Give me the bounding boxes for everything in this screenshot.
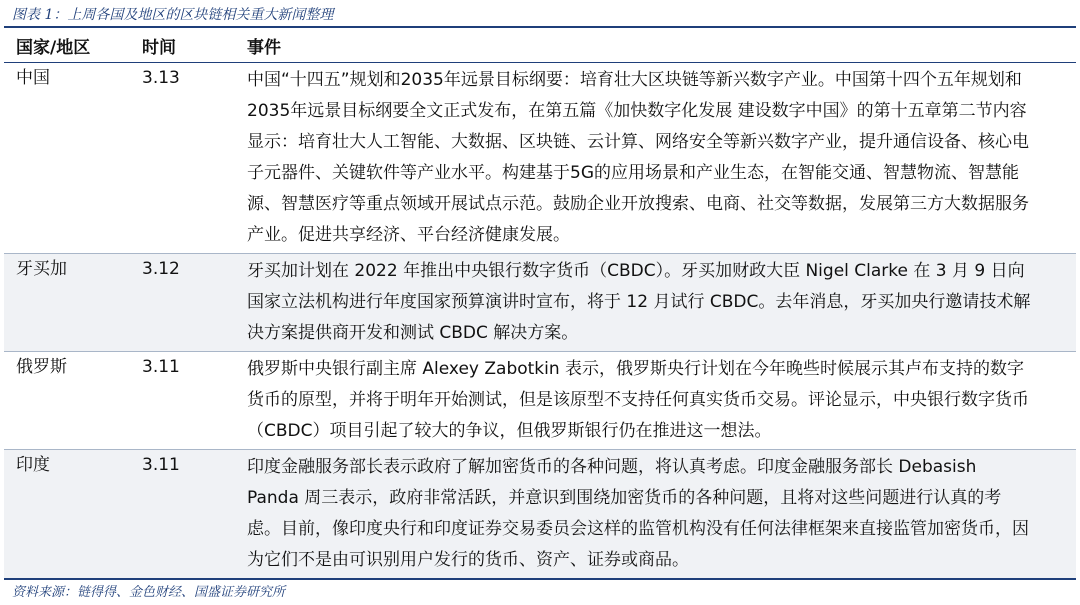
source-note: 资料来源：链得得、金色财经、国盛证券研究所 (12, 585, 286, 600)
header-time: 时间 (142, 37, 176, 58)
table-row (4, 352, 1076, 450)
table-caption: 图表 1：上周各国及地区的区块链相关重大新闻整理 (12, 7, 334, 23)
row-region: 印度 (16, 455, 50, 475)
row-region: 牙买加 (16, 259, 67, 279)
table-row (4, 63, 1076, 254)
row-time: 3.11 (142, 455, 180, 475)
row-time: 3.11 (142, 357, 180, 377)
header-region: 国家/地区 (16, 37, 91, 58)
header-event: 事件 (247, 37, 281, 58)
row-event: 俄罗斯中央银行副主席 Alexey Zabotkin 表示，俄罗斯央行计划在今年晚些时候展示其卢布支持的数字货币的原型，并将于明年开始测试，但是该原型不支持任何真实货币交易。评论显示，中央银行数字货币（CBDC）项目引起了较大的争议，但俄罗斯银行仍在推进这一想法。 (247, 359, 1029, 441)
table-row (4, 254, 1076, 352)
row-region: 中国 (16, 68, 50, 88)
row-time: 3.12 (142, 259, 180, 279)
row-event: 中国“十四五”规划和2035年远景目标纲要：培育壮大区块链等新兴数字产业。中国第十四个五年规划和2035年远景目标纲要全文正式发布，在第五篇《加快数字化发展 建设数字中国》的第十五章第二节内容显示：培育壮大人工智能、大数据、区块链、云计算、网络安全等新兴数字产业，提升通信设备、核心电子元器件、关键软件等产业水平。构建基于5G的应用场景和产业生态，在智能交通、智慧物流、智慧能源、智慧医疗等重点领域开展试点示范。鼓励企业开放搜索、电商、社交等数据，发展第三方大数据服务产业。促进共享经济、平台经济健康发展。 (247, 70, 1029, 245)
table-header (4, 28, 1076, 63)
table-row (4, 450, 1076, 579)
row-event: 印度金融服务部长表示政府了解加密货币的各种问题，将认真考虑。印度金融服务部长 Debasish Panda 周三表示，政府非常活跃，并意识到围绕加密货币的各种问题，且将对这些问题进行认真的考虑。目前，像印度央行和印度证券交易委员会这样的监管机构没有任何法律框架来直接监管加密货币，因为它们不是由可识别用户发行的货币、资产、证券或商品。 (247, 457, 1029, 570)
row-time: 3.13 (142, 68, 180, 88)
row-event: 牙买加计划在 2022 年推出中央银行数字货币（CBDC）。牙买加财政大臣 Nigel Clarke 在 3 月 9 日向国家立法机构进行年度国家预算演讲时宣布，将于 12 月试行 CBDC。去年消息，牙买加央行邀请技术解决方案提供商开发和测试 CBDC 解决方案。 (247, 261, 1031, 343)
row-region: 俄罗斯 (16, 357, 67, 377)
news-table (4, 28, 1076, 579)
bottom-divider (4, 578, 1076, 580)
